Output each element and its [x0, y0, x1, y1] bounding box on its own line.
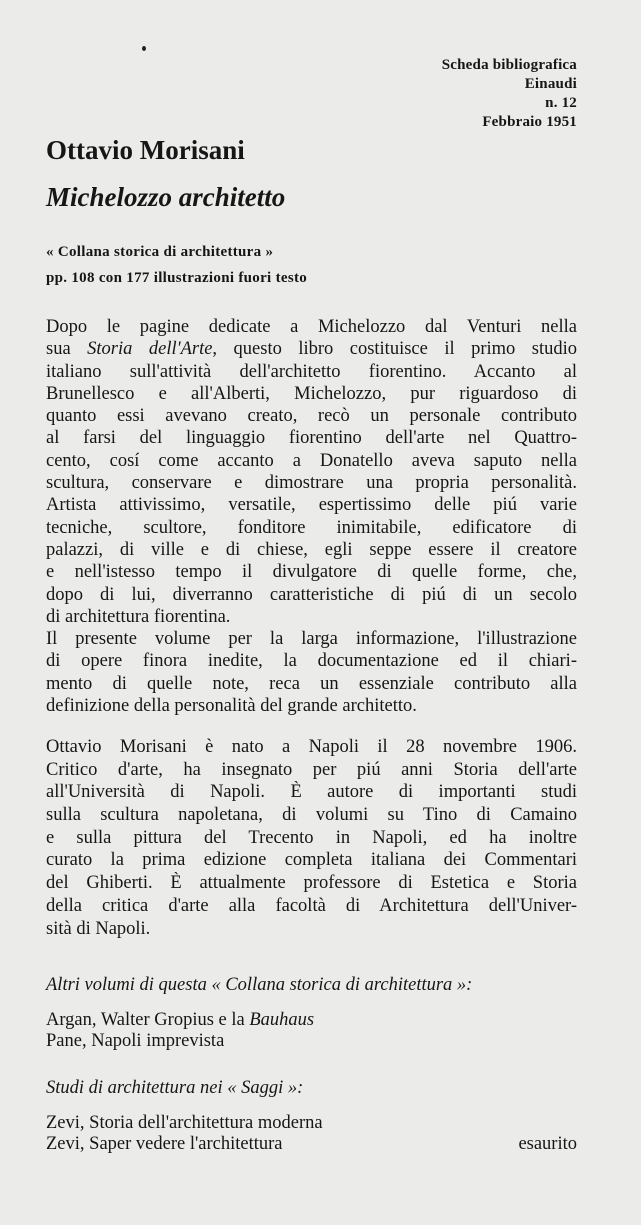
item-author: Pane,: [46, 1031, 87, 1051]
list-item: [46, 1010, 577, 1031]
text-line: curato la prima edizione completa italiana dei Commentari: [46, 850, 577, 871]
text-line: e nell'istesso tempo il divulgatore di quelle forme, che,: [46, 562, 577, 583]
text-line: e sulla pittura del Trecento in Napoli, ed ha inoltre: [46, 827, 577, 848]
text-line: Critico d'arte, ha insegnato per piú anni Storia dell'arte: [46, 759, 577, 780]
book-author: Ottavio Morisani: [46, 135, 245, 165]
issue-date: Febbraio 1951: [482, 114, 577, 130]
list-item: [46, 1031, 577, 1052]
text-line: scultura, conservare e dimostrare una propria personalità.: [46, 473, 577, 494]
text-line: cento, cosí come accanto a Donatello aveva saputo nella: [46, 450, 577, 471]
page-count: pp. 108 con 177 illustrazioni fuori testo: [46, 270, 308, 286]
text-line: al farsi del linguaggio fiorentino dell'arte nel Quattro-: [46, 428, 577, 449]
item-title: Walter Gropius e la: [100, 1010, 245, 1030]
text-line: all'Università di Napoli. È autore di importanti studi: [46, 782, 577, 803]
text-line: Ottavio Morisani è nato a Napoli il 28 novembre 1906.: [46, 737, 577, 757]
text-line: di architettura fiorentina.: [46, 606, 231, 627]
item-title: Napoli imprevista: [91, 1031, 225, 1051]
saggi-heading: Studi di architettura nei « Saggi »:: [46, 1078, 304, 1098]
text-line: definizione della personalità del grande architetto.: [46, 696, 417, 717]
ink-speck: [142, 46, 146, 51]
other-volumes-heading: Altri volumi di questa « Collana storica di architettura »:: [46, 975, 473, 995]
text-line: Artista attivissimo, versatile, espertissimo delle piú varie: [46, 495, 577, 516]
description-paragraph: [46, 316, 577, 717]
text-segment: , questo libro costituisce il primo studio: [212, 339, 577, 360]
item-author: Argan,: [46, 1010, 97, 1030]
text-line: [46, 338, 577, 360]
list-item: [46, 1113, 577, 1134]
text-line: di opere finora inedite, la documentazione ed il chiari-: [46, 651, 577, 672]
text-segment: sua: [46, 339, 88, 360]
text-line: sulla scultura napoletana, di volumi su Tino di Camaino: [46, 805, 577, 826]
text-line: Brunellesco e all'Alberti, Michelozzo, pur riguardoso di: [46, 383, 577, 404]
book-title: Michelozzo architetto: [46, 182, 286, 212]
saggi-section: [46, 1078, 577, 1155]
text-line: sità di Napoli.: [46, 918, 151, 939]
text-line: Il presente volume per la larga informazione, l'illustrazione: [46, 629, 577, 650]
text-line: dopo di lui, diverranno caratteristiche di piú di un secolo: [46, 584, 577, 605]
biography-paragraph: [46, 736, 577, 940]
issue-number: n. 12: [545, 95, 577, 111]
other-volumes-section: [46, 975, 577, 1052]
item-author: Zevi,: [46, 1113, 85, 1133]
text-line: quanto essi avevano creato, recò un personale contributo: [46, 406, 577, 427]
text-line: palazzi, di ville e di chiese, egli seppe essere il creatore: [46, 539, 577, 560]
text-line: tecniche, scultore, fonditore inimitabile, edificatore di: [46, 517, 577, 538]
list-item: [46, 1134, 577, 1155]
text-line: della critica d'arte alla facoltà di Architettura dell'Univer-: [46, 895, 577, 916]
item-title-italic: Bauhaus: [249, 1010, 315, 1030]
italic-title: Storia dell'Arte: [87, 339, 213, 360]
series-label: Scheda bibliografica: [441, 57, 577, 73]
text-line: italiano sull'attività dell'architetto fiorentino. Accanto al: [46, 361, 577, 382]
item-author: Zevi,: [46, 1134, 85, 1154]
text-line: mento di quelle note, reca un essenziale contributo alla: [46, 673, 577, 694]
publisher-label: Einaudi: [524, 76, 577, 92]
series-name: « Collana storica di architettura »: [46, 244, 274, 260]
bibliographic-header: [442, 56, 577, 132]
text-line: del Ghiberti. È attualmente professore di Estetica e Storia: [46, 873, 577, 894]
item-title: Saper vedere l'architettura: [89, 1134, 283, 1154]
text-line: Dopo le pagine dedicate a Michelozzo dal Venturi nella: [46, 317, 577, 337]
item-title: Storia dell'architettura moderna: [89, 1113, 323, 1133]
item-status: esaurito: [518, 1134, 577, 1154]
